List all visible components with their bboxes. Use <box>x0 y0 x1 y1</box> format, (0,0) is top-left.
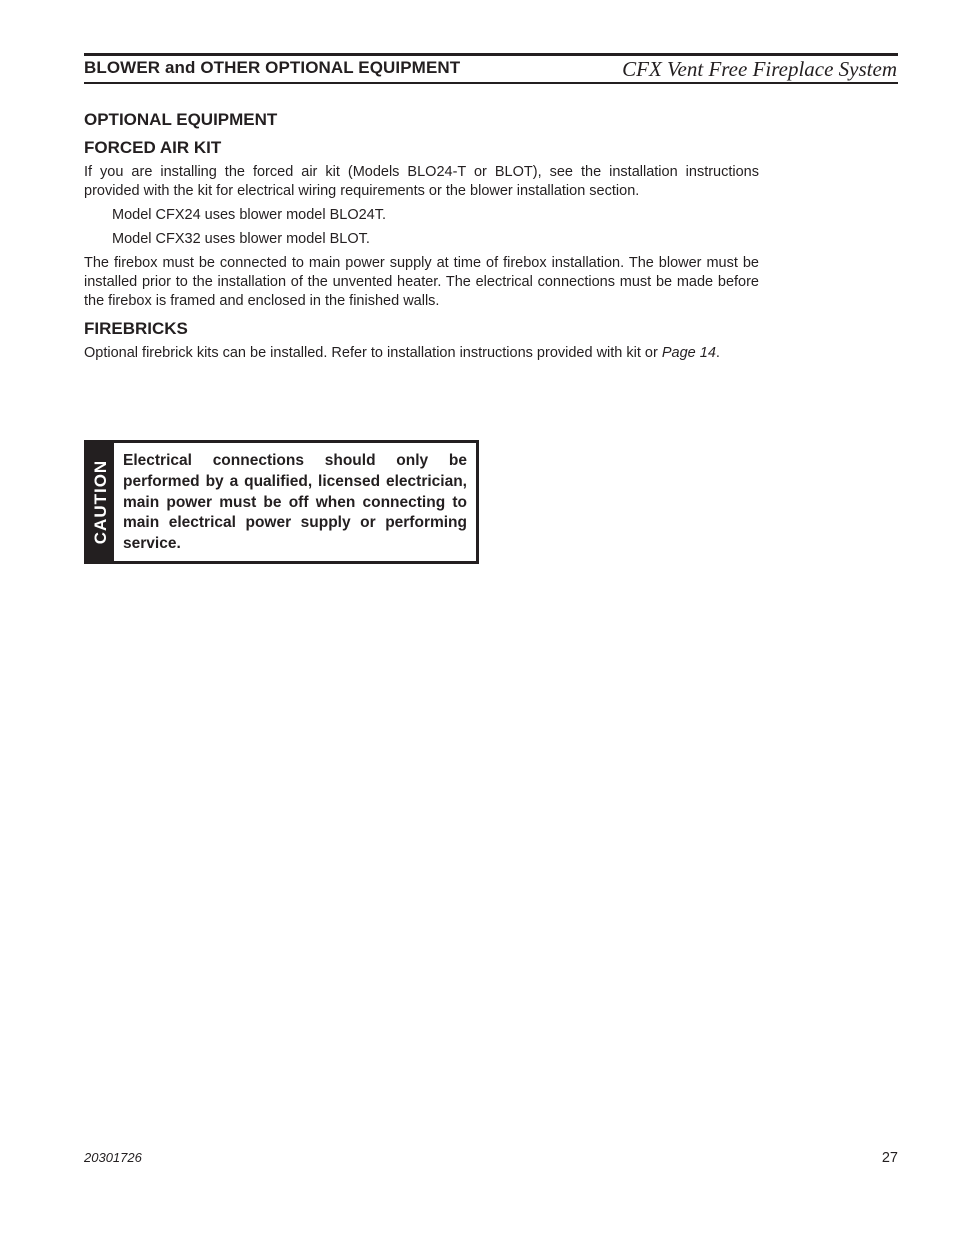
firebricks-body: Optional firebrick kits can be installed. Refer to installation instructions provided with kit or <box>84 345 662 361</box>
caution-side-bar <box>87 443 114 561</box>
caution-text: Electrical connections should only be performed by a qualified, licensed electrician, main power must be off when connecting to main electrical power supply or performing service. <box>123 452 467 553</box>
model-line-cfx32: Model CFX32 uses blower model BLOT. <box>112 231 370 247</box>
optional-equipment-heading: OPTIONAL EQUIPMENT <box>84 110 278 129</box>
forced-air-note: The firebox must be connected to main power supply at time of firebox installation. The blower must be installed prior to the installation of the unvented heater. The electrical connections must be made before the firebox is framed and enclosed in the finished walls. <box>84 255 759 309</box>
main-content <box>84 110 759 368</box>
page-number: 27 <box>881 1150 898 1166</box>
caution-label: CAUTION <box>90 459 110 545</box>
section-title: BLOWER and OTHER OPTIONAL EQUIPMENT <box>84 58 461 77</box>
header-top-rule <box>84 53 898 56</box>
forced-air-intro: If you are installing the forced air kit (Models BLO24-T or BLOT), see the installation instructions provided with the kit for electrical wiring requirements or the blower installation section. <box>84 164 759 199</box>
header-bottom-rule <box>84 82 898 84</box>
product-title: CFX Vent Free Fireplace System <box>622 57 897 81</box>
document-number: 20301726 <box>84 1150 142 1165</box>
firebricks-period: . <box>715 345 720 361</box>
firebricks-heading: FIREBRICKS <box>84 319 188 338</box>
forced-air-kit-heading: FORCED AIR KIT <box>84 138 222 157</box>
page-reference: Page 14 <box>661 345 716 361</box>
firebricks-text <box>84 344 759 363</box>
caution-box <box>84 440 479 564</box>
model-line-cfx24: Model CFX24 uses blower model BLO24T. <box>112 207 387 223</box>
